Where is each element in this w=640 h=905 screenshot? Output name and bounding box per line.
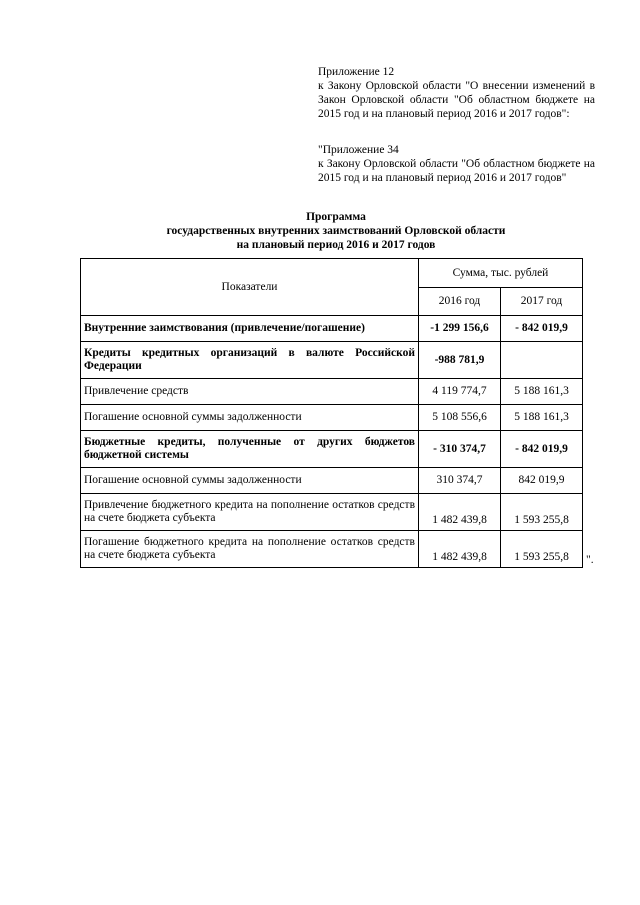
appendix-34-title: "Приложение 34 xyxy=(318,144,399,156)
header-sum: Сумма, тыс. рублей xyxy=(419,259,583,288)
program-title-line-2: государственных внутренних заимствований Орловской области xyxy=(166,225,506,237)
table-row xyxy=(81,431,583,468)
header-indicators: Показатели xyxy=(81,259,419,316)
row-value-2017: 1 593 255,8 xyxy=(501,531,583,568)
row-value-2017 xyxy=(501,342,583,379)
row-label: Привлечение средств xyxy=(81,379,419,405)
table-row xyxy=(81,342,583,379)
row-value-2016: -988 781,9 xyxy=(419,342,501,379)
row-label: Внутренние заимствования (привлечение/погашение) xyxy=(81,316,419,342)
program-title-line-1: Программа xyxy=(306,211,366,223)
table-row xyxy=(81,316,583,342)
table-row xyxy=(81,468,583,494)
row-label: Привлечение бюджетного кредита на пополнение остатков средств на счете бюджета субъекта xyxy=(81,494,419,531)
row-value-2016: 310 374,7 xyxy=(419,468,501,494)
appendix-34-block xyxy=(318,143,595,185)
appendix-12-block xyxy=(318,65,595,121)
row-label: Погашение основной суммы задолженности xyxy=(81,468,419,494)
table-row xyxy=(81,494,583,531)
row-value-2016: - 310 374,7 xyxy=(419,431,501,468)
row-value-2017: 5 188 161,3 xyxy=(501,379,583,405)
program-title-line-3: на плановый период 2016 и 2017 годов xyxy=(236,239,436,251)
appendix-12-body: к Закону Орловской области "О внесении изменений в Закон Орловской области "Об областном бюджете на 2015 год и на плановый период 2016 и 2017 годов": xyxy=(318,80,595,120)
row-value-2016: 4 119 774,7 xyxy=(419,379,501,405)
row-value-2017: 842 019,9 xyxy=(501,468,583,494)
row-value-2017: - 842 019,9 xyxy=(501,316,583,342)
row-value-2017: 5 188 161,3 xyxy=(501,405,583,431)
row-label: Бюджетные кредиты, полученные от других бюджетов бюджетной системы xyxy=(81,431,419,468)
program-title xyxy=(80,210,592,252)
header-year-2017: 2017 год xyxy=(501,288,583,316)
row-value-2016: 1 482 439,8 xyxy=(419,494,501,531)
table-row xyxy=(81,531,583,568)
header-year-2016: 2016 год xyxy=(419,288,501,316)
row-value-2016: 5 108 556,6 xyxy=(419,405,501,431)
row-label: Кредиты кредитных организаций в валюте Российской Федерации xyxy=(81,342,419,379)
appendix-34-body: к Закону Орловской области "Об областном бюджете на 2015 год и на плановый период 2016 и 2017 годов" xyxy=(318,158,595,184)
table-row xyxy=(81,405,583,431)
row-value-2017: 1 593 255,8 xyxy=(501,494,583,531)
appendix-12-title: Приложение 12 xyxy=(318,66,395,78)
table-row xyxy=(81,379,583,405)
borrowing-program-table xyxy=(80,258,583,568)
closing-quote-mark: ". xyxy=(586,554,594,566)
row-value-2016: 1 482 439,8 xyxy=(419,531,501,568)
row-label: Погашение основной суммы задолженности xyxy=(81,405,419,431)
row-value-2016: -1 299 156,6 xyxy=(419,316,501,342)
row-label: Погашение бюджетного кредита на пополнение остатков средств на счете бюджета субъекта xyxy=(81,531,419,568)
row-value-2017: - 842 019,9 xyxy=(501,431,583,468)
